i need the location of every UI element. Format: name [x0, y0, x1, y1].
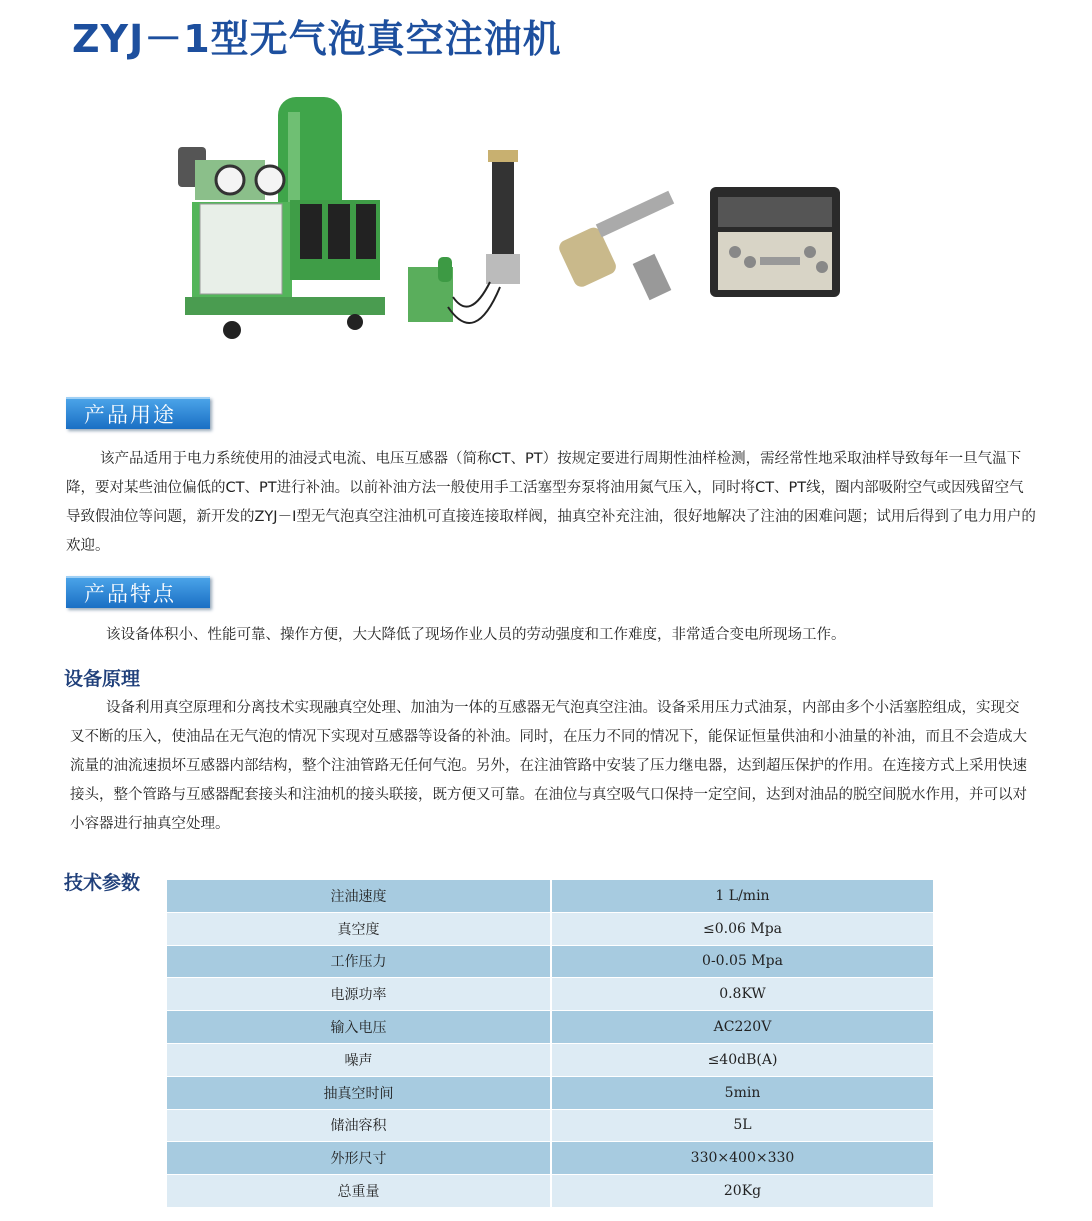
- table-row: [167, 1011, 934, 1044]
- spec-name: 工作压力: [167, 945, 551, 978]
- table-row: [167, 1175, 934, 1208]
- spec-name: 抽真空时间: [167, 1076, 551, 1109]
- specs-table: [167, 880, 935, 1208]
- product-photos: [170, 92, 860, 362]
- spec-value: AC220V: [551, 1011, 934, 1044]
- page-title: ZYJ－1型无气泡真空注油机: [72, 17, 562, 61]
- table-row: [167, 978, 934, 1011]
- spec-name: 真空度: [167, 912, 551, 945]
- spec-name: 储油容积: [167, 1109, 551, 1142]
- features-text: 该设备体积小、性能可靠、操作方便，大大降低了现场作业人员的劳动强度和工作难度，非常适合变电所现场工作。: [106, 627, 846, 643]
- spec-name: 输入电压: [167, 1011, 551, 1044]
- spec-value: 0.8KW: [551, 978, 934, 1011]
- spec-value: 5min: [551, 1076, 934, 1109]
- table-row: [167, 1076, 934, 1109]
- table-row: [167, 1109, 934, 1142]
- spec-value: 0-0.05 Mpa: [551, 945, 934, 978]
- table-row: [167, 1043, 934, 1076]
- spec-value: 1 L/min: [551, 880, 934, 912]
- specs-heading: 技术参数: [64, 872, 141, 894]
- spec-name: 总重量: [167, 1175, 551, 1208]
- spec-name: 外形尺寸: [167, 1142, 551, 1175]
- spec-name: 注油速度: [167, 880, 551, 912]
- principle-text: 设备利用真空原理和分离技术实现融真空处理、加油为一体的互感器无气泡真空注油。设备采用压力式油泵，内部由多个小活塞腔组成，实现交叉不断的压入，使油品在无气泡的情况下实现对互感器等设备的补油。同时，在压力不同的情况下，能保证恒量供油和小油量的补油，而且不会造成大流量的油流速损坏互感器内部结构，整个注油管路无任何气泡。另外，在注油管路中安装了压力继电器，达到超压保护的作用。在连接方式上采用快速接头，整个管路与互感器配套接头和注油机的接头联接，既方便又可靠。在油位与真空吸气口保持一定空间，达到对油品的脱空间脱水作用，并可以对小容器进行抽真空处理。: [70, 700, 1027, 832]
- table-row: [167, 945, 934, 978]
- vacuum-oil-filler-machine-image: [178, 97, 385, 339]
- spec-value: 20Kg: [551, 1175, 934, 1208]
- usage-text: 该产品适用于电力系统使用的油浸式电流、电压互感器（简称CT、PT）按规定要进行周期性油样检测，需经常性地采取油样导致每年一旦气温下降，要对某些油位偏低的CT、PT进行补油。以前补油方法一般使用手工活塞型夯泵将油用氮气压入，同时将CT、PT线，圈内部吸附空气或因残留空气导致假油位等问题，新开发的ZYJ－I型无气泡真空注油机可直接连接取样阀，抽真空补充注油，很好地解决了注油的困难问题；试用后得到了电力用户的欢迎。: [66, 451, 1036, 554]
- spec-value: 330×400×330: [551, 1142, 934, 1175]
- principle-heading: 设备原理: [64, 668, 141, 690]
- features-section-banner: 产品特点: [66, 576, 210, 608]
- table-row: [167, 1142, 934, 1175]
- spec-value: ≤40dB(A): [551, 1043, 934, 1076]
- table-row: [167, 880, 934, 912]
- fitting-case-image: [710, 187, 840, 297]
- quick-connector-image: [557, 191, 675, 300]
- table-row: [167, 912, 934, 945]
- usage-section-banner: 产品用途: [66, 397, 210, 429]
- spec-name: 噪声: [167, 1043, 551, 1076]
- spec-name: 电源功率: [167, 978, 551, 1011]
- spec-value: 5L: [551, 1109, 934, 1142]
- transformer-connection-image: [408, 150, 520, 323]
- spec-value: ≤0.06 Mpa: [551, 912, 934, 945]
